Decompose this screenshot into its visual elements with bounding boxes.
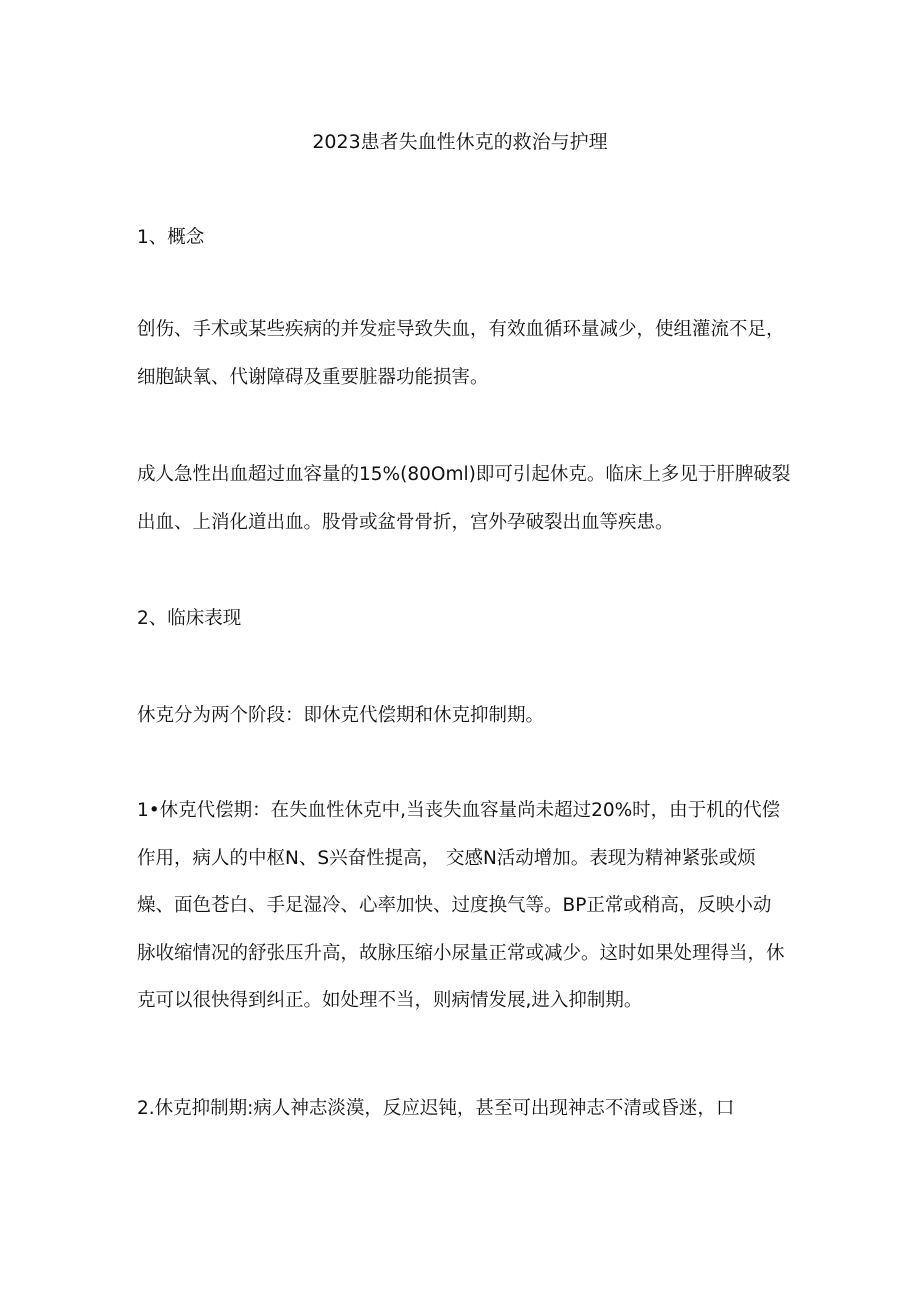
paragraph-inhibited-stage xyxy=(137,1093,817,1126)
section-heading-text: 2、临床表现 xyxy=(137,608,242,629)
paragraph-blood-loss xyxy=(137,459,817,539)
paragraph-definition xyxy=(137,314,817,394)
paragraph-stages xyxy=(137,700,817,733)
section-heading-concept xyxy=(137,222,817,255)
paragraph-line: 成人急性出血超过血容量的15%(80Oml)即可引起休克。临床上多见于肝脾破裂 xyxy=(137,464,791,485)
paragraph-compensated-stage xyxy=(137,795,817,1018)
paragraph-line: 作用，病人的中枢N、S兴奋性提高， 交感N活动增加。表现为精神紧张或烦 xyxy=(137,847,756,869)
section-heading-text: 1、概念 xyxy=(137,227,205,248)
paragraph-line: 出血、上消化道出血。股骨或盆骨骨折，宫外孕破裂出血等疾患。 xyxy=(137,511,674,533)
paragraph-line: 细胞缺氧、代谢障碍及重要脏器功能损害。 xyxy=(137,366,489,388)
section-heading-clinical xyxy=(137,603,817,636)
paragraph-line: 克可以很快得到纠正。如处理不当，则病情发展,进入抑制期。 xyxy=(137,990,643,1011)
document-title: 2023患者失血性休克的救治与护理 xyxy=(312,131,608,153)
paragraph-line: 燥、面色苍白、手足湿冷、心率加快、过度换气等。BP正常或稍高，反映小动 xyxy=(137,895,772,916)
paragraph-line: 1•休克代偿期：在失血性休克中,当丧失血容量尚未超过20%时，由于机的代偿 xyxy=(137,800,781,821)
paragraph-line: 休克分为两个阶段：即休克代偿期和休克抑制期。 xyxy=(137,705,545,726)
paragraph-line: 创伤、手术或某些疾病的并发症导致失血，有效血循环量减少，使组灌流不足， xyxy=(137,319,785,340)
paragraph-line: 2.休克抑制期:病人神志淡漠，反应迟钝，甚至可出现神志不清或昏迷，口 xyxy=(137,1098,735,1119)
paragraph-line: 脉收缩情况的舒张压升高，故脉压缩小尿量正常或减少。这时如果处理得当，休 xyxy=(137,942,785,964)
